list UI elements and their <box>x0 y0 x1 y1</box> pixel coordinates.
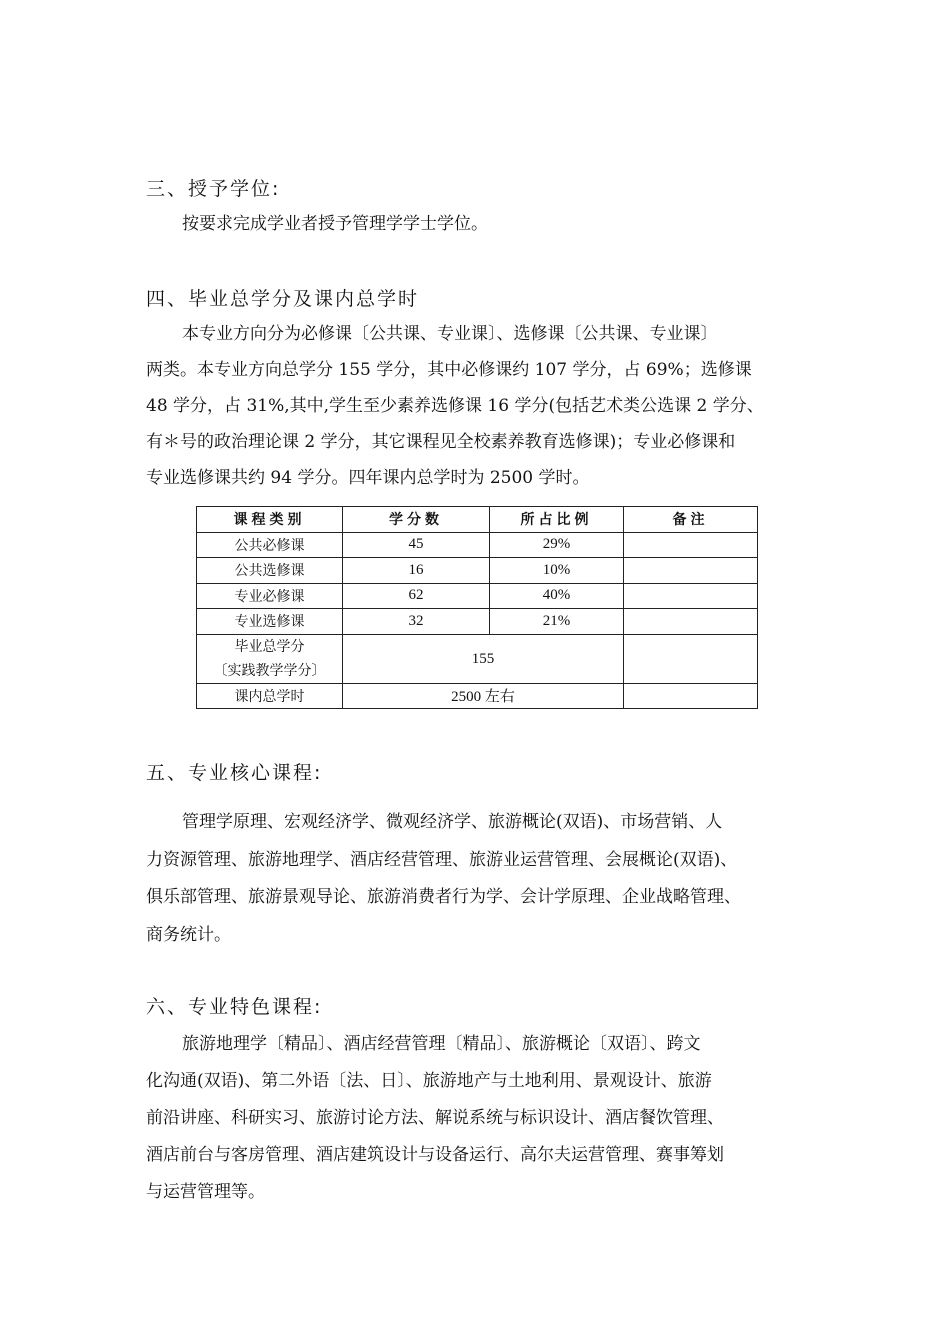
paragraph-line: 本专业方向分为必修课〔公共课、专业课〕、选修课〔公共课、专业课〕 <box>182 324 718 344</box>
table-row <box>197 558 758 584</box>
credits-table <box>196 506 758 709</box>
credits-cell: 16 <box>343 558 490 584</box>
section-5-heading: 五、专业核心课程: <box>146 762 323 784</box>
table-row <box>197 609 758 635</box>
ratio-cell: 10% <box>490 558 624 584</box>
section-5-body <box>146 804 808 954</box>
paragraph-line: 力资源管理、旅游地理学、酒店经营管理、旅游业运营管理、会展概论(双语)、 <box>146 849 738 870</box>
column-header-category: 课程类别 <box>197 507 343 533</box>
paragraph-line: 商务统计。 <box>146 924 231 945</box>
note-cell <box>624 583 758 609</box>
paragraph-line: 按要求完成学业者授予管理学学士学位。 <box>182 214 488 234</box>
column-header-credits: 学分数 <box>343 507 490 533</box>
section-6-heading: 六、专业特色课程: <box>146 996 323 1018</box>
paragraph-line: 48 学分，占 31%,其中,学生至少素养选修课 16 学分(包括艺术类公选课 2 学分、 <box>146 396 764 416</box>
section-4-body <box>146 316 808 496</box>
table-row <box>197 583 758 609</box>
table-header-row <box>197 507 758 533</box>
table-row-total-credits <box>197 634 758 683</box>
ratio-cell: 29% <box>490 532 624 558</box>
total-credits-value: 155 <box>343 634 624 683</box>
paragraph-line: 专业选修课共约 94 学分。四年课内总学时为 2500 学时。 <box>146 468 590 488</box>
paragraph-line: 化沟通(双语)、第二外语〔法、日〕、旅游地产与土地利用、景观设计、旅游 <box>146 1071 712 1091</box>
paragraph-line: 酒店前台与客房管理、酒店建筑设计与设备运行、高尔夫运营管理、赛事筹划 <box>146 1145 724 1165</box>
ratio-cell: 21% <box>490 609 624 635</box>
paragraph-line: 两类。本专业方向总学分 155 学分，其中必修课约 107 学分，占 69%；选修课 <box>146 360 752 380</box>
section-4-heading: 四、毕业总学分及课内总学时 <box>146 288 420 310</box>
total-credits-label: 毕业总学分 <box>234 638 305 655</box>
credits-cell: 62 <box>343 583 490 609</box>
note-cell <box>624 558 758 584</box>
section-3-heading: 三、授予学位: <box>146 178 281 200</box>
total-hours-label: 课内总学时 <box>197 683 343 709</box>
column-header-ratio: 所占比例 <box>490 507 624 533</box>
paragraph-line: 旅游地理学〔精品〕、酒店经营管理〔精品〕、旅游概论〔双语〕、跨文 <box>182 1034 701 1054</box>
category-cell: 公共必修课 <box>197 532 343 558</box>
note-cell <box>624 532 758 558</box>
credits-cell: 45 <box>343 532 490 558</box>
total-credits-label-cell <box>197 634 343 683</box>
credits-cell: 32 <box>343 609 490 635</box>
section-3-body <box>146 206 808 242</box>
note-cell <box>624 609 758 635</box>
table-row <box>197 532 758 558</box>
note-cell <box>624 683 758 709</box>
paragraph-line: 与运营管理等。 <box>146 1182 265 1202</box>
paragraph-line: 管理学原理、宏观经济学、微观经济学、旅游概论(双语)、市场营销、人 <box>182 812 723 832</box>
category-cell: 专业选修课 <box>197 609 343 635</box>
paragraph-line: 有＊号的政治理论课 2 学分，其它课程见全校素养教育选修课)；专业必修课和 <box>146 432 736 452</box>
column-header-note: 备注 <box>624 507 758 533</box>
ratio-cell: 40% <box>490 583 624 609</box>
category-cell: 专业必修课 <box>197 583 343 609</box>
note-cell <box>624 634 758 683</box>
paragraph-line: 俱乐部管理、旅游景观导论、旅游消费者行为学、会计学原理、企业战略管理、 <box>146 887 741 907</box>
practice-credits-label: 〔实践教学学分〕 <box>213 662 326 679</box>
table-row-total-hours <box>197 683 758 709</box>
total-hours-value: 2500 左右 <box>343 683 624 709</box>
category-cell: 公共选修课 <box>197 558 343 584</box>
paragraph-line: 前沿讲座、科研实习、旅游讨论方法、解说系统与标识设计、酒店餐饮管理、 <box>146 1108 724 1128</box>
section-6-body <box>146 1026 808 1211</box>
